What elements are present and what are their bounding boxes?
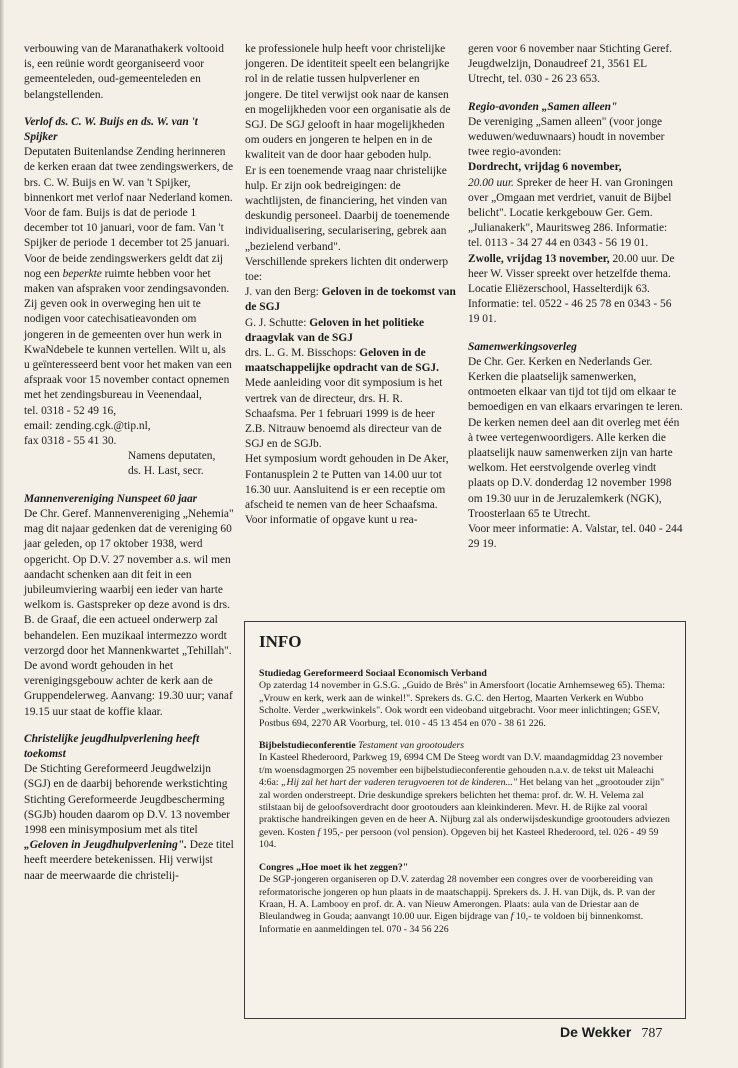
column-1 <box>24 42 234 884</box>
regio-intro: De vereniging „Samen alleen" (voor jonge weduwen/weduwnaars) houdt in november twee regio-avonden: <box>468 115 665 159</box>
verlof-tel: tel. 0318 - 52 49 16, <box>24 404 117 417</box>
magazine-name: De Wekker <box>560 1024 632 1040</box>
page-edge <box>0 0 4 1068</box>
column-2 <box>245 42 457 529</box>
verlof-body: Deputaten Buitenlandse Zending herinneren de kerken eraan dat twee zendingswerkers, de brs. C. W. Buijs en W. van 't Spijker, binnenkort met verlof naar Nederland komen. Voor de fam. Buijs is dat de periode 1 december tot 10 januari, voor de fam. Van 't Spijker de periode 1 december tot 25 januari. Voor de beide zendingswerkers geldt dat zij nog een beperkte ruimte hebben voor het maken van afspraken voor zendingsavonden. Zij geven ook in overweging hen uit te nodigen voor catechisatieavonden om jongeren in de gemeenten over hun werk in KwaNdebele te kunnen vertellen. Wilt u, als u geïnteresseerd bent voor het maken van een afspraak voor 15 november contact opnemen met het zendingsbureau in Veenendaal, <box>24 146 234 402</box>
verlof-fax: fax 0318 - 55 41 30. <box>24 435 117 448</box>
regio-zwolle: Zwolle, vrijdag 13 november, 20.00 uur. De heer W. Visser spreekt over hetzelfde thema. Locatie Eliëzerschool, Hasselterdijk 63. Informatie: tel. 0522 - 46 25 78 en 0343 - 56 19 01. <box>468 252 675 326</box>
overleg-paragraph-1: De Chr. Ger. Kerken en Nederlands Ger. Kerken die plaatselijk samenwerken, ontmoeten elkaar van tijd tot tijd om elkaar te bemoedigen en van elkaars ervaringen te leren. <box>468 355 683 414</box>
symposium-paragraph-5: Het symposium wordt gehouden in De Aker, Fontanusplein 2 te Putten van 14.00 uur tot 16.30 uur. Aansluitend is er een receptie om afscheid te nemen van de heer Schaafsma. <box>245 453 449 512</box>
info-item-1-body: Op zaterdag 14 november in G.S.G. „Guido de Brès" in Amersfoort (locatie Arnhemseweg 65). Thema: „Vrouw en kerk, werk aan de winkel!". Sprekers ds. G.C. den Hertog, Maarten Verkerk en Wubbo Scholte. Verder „werkwinkels". Ook wordt een videoband uitgebracht. Voor meer inlichtingen; GSEV, Postbus 694, 2270 AR Voorburg, tel. 010 - 45 13 454 en 070 - 38 61 226. <box>259 680 665 729</box>
overleg-paragraph-2: De kerken nemen deel aan dit overleg met één à twee vertegenwoordigers. Alle kerken die plaatselijk nauw samenwerken zijn van harte welkom. Het eerstvolgende overleg vindt plaats op D.V. donderdag 12 november 1998 om 19.30 uur in de Jeruzalemkerk (NGK), Troosterlaan 65 te Utrecht. <box>468 416 680 520</box>
verlof-email: email: zending.cgk.@tip.nl, <box>24 419 151 432</box>
nunspeet-body-2: De avond wordt gehouden in het verenigingsgebouw achter de kerk aan de Gruppendelerweg. Aanvang: 19.30 uur; vanaf 19.15 uur staat de koffie klaar. <box>24 659 233 718</box>
info-body <box>259 668 673 936</box>
verlof-signature-1: Namens deputaten, <box>128 450 216 463</box>
nunspeet-body: De Chr. Geref. Mannenvereniging „Nehemia" mag dit najaar gedenken dat de vereniging 60 jaar geleden, op 17 oktober 1938, werd opgericht. Op D.V. 27 november a.s. wil men aandacht schenken aan dit feit in een jubileumviering waarbij een ieder van harte welkom is. Gastspreker op deze avond is drs. B. de Graaf, die een actueel onderwerp zal behandelen. Een muzikaal intermezzo wordt verzorgd door het Mannenkwartet „Tehillah". <box>24 507 234 657</box>
speaker-3: drs. L. G. M. Bisschops: Geloven in de maatschappelijke opdracht van de SGJ. <box>245 347 439 375</box>
overleg-paragraph-3: Voor meer informatie: A. Valstar, tel. 040 - 244 29 19. <box>468 523 683 551</box>
symposium-paragraph-6: Voor informatie of opgave kunt u rea- <box>245 514 418 527</box>
speaker-1: J. van den Berg: Geloven in de toekomst van de SGJ <box>245 286 456 314</box>
overleg-heading: Samenwerkingsoverleg <box>468 340 577 353</box>
info-item-1-heading: Studiedag Gereformeerd Sociaal Economisch Verband <box>259 668 487 679</box>
symposium-paragraph-3: Verschillende sprekers lichten dit onderwerp toe: <box>245 255 449 284</box>
info-title: INFO <box>259 632 302 651</box>
verlof-signature-2: ds. H. Last, secr. <box>128 465 204 478</box>
speaker-2: G. J. Schutte: Geloven in het politieke draagvlak van de SGJ <box>245 316 425 344</box>
info-item-2-heading: Bijbelstudieconferentie Testament van grootouders <box>259 740 465 752</box>
continuation-paragraph: geren voor 6 november naar Stichting Geref. Jeugdwelzijn, Donaudreef 21, 3561 EL Utrecht, tel. 030 - 26 23 653. <box>468 43 673 86</box>
regio-dordrecht: Dordrecht, vrijdag 6 november, 20.00 uur. Spreker de heer H. van Groningen over „Omgaan met verdriet, vanuit de Bijbel belicht". Locatie kerkgebouw Ger. Gem. „Julianakerk", Mauritsweg 286. Informatie: tel. 0113 - 34 27 44 en 0343 - 56 19 01. <box>468 161 673 250</box>
jeugd-heading: Christelijke jeugdhulpverlening heeft toekomst <box>24 732 200 760</box>
symposium-paragraph-4: Mede aanleiding voor dit symposium is het vertrek van de directeur, drs. H. R. Schaafsma. Per 1 februari 1999 is de heer Z.B. Nitrauw benoemd als directeur van de SGJ en de SGJb. <box>245 377 443 451</box>
jeugd-body: De Stichting Gereformeerd Jeugdwelzijn (SGJ) en de daarbij behorende werkstichting Stichting Gereformeerde Jeugdbescherming (SGJb) houden daarom op D.V. 13 november 1998 een minisymposium met als titel „Geloven in Jeugdhulpverlening". Deze titel heeft meerdere betekenissen. Hij verwijst naar de meerwaarde die christelij- <box>24 763 234 882</box>
symposium-paragraph-2: Er is een toenemende vraag naar christelijke hulp. Er zijn ook bedreigingen: de wachtlijsten, de financiering, het vinden van deskundig personeel. Daarbij de toenemende individualisering, secularisering, gebrek aan „bezielend verband". <box>245 164 450 253</box>
page-number: 787 <box>641 1026 663 1041</box>
column-3 <box>468 42 683 553</box>
info-item-3-heading: Congres „Hoe moet ik het zeggen?" <box>259 861 409 873</box>
intro-paragraph: verbouwing van de Maranathakerk voltooid is, een reünie wordt georganiseerd voor gemeenteleden, oud-gemeenteleden en belangstellenden. <box>24 43 224 101</box>
page-footer <box>560 1024 662 1042</box>
info-item-3-body: De SGP-jongeren organiseren op D.V. zaterdag 28 november een congres over de voorbereiding van reformatorische jongeren op hun plaats in de maatschappij. Sprekers ds. J. H. van Dijk, ds. P. van der Kraan, H. A. Lambooy en prof. dr. A. van Nieuw Amerongen. Plaats: aula van de Driestar aan de Bleulandweg in Gouda; aanvangt 10.00 uur. Eigen bijdrage van f 10,- te voldoen bij binnenkomst. Informatie en aanmeldingen tel. 070 - 34 56 226 <box>259 874 656 935</box>
symposium-paragraph-1: ke professionele hulp heeft voor christelijke jongeren. De identiteit speelt een belangrijke rol in de relatie tussen hulpverlener en jongere. De titel verwijst ook naar de kansen en mogelijkheden voor een organisatie als de SGJ. De SGJ gelooft in haar mogelijkheden om ouders en jongeren te helpen en in de kwaliteit van de door haar geboden hulp. <box>245 43 451 162</box>
info-item-2-body: In Kasteel Rhederoord, Parkweg 19, 6994 CM De Steeg wordt van D.V. maandagmiddag 23 november t/m woensdagmorgen 25 november een bijbelstudieconferentie gehouden n.a.v. de tekst uit Maleachi 4:6a: „Hij zal het hart der vaderen terugvoeren tot de kinderen..." Het belang van het „grootouder zijn" zal worden onderstreept. Drie deskundige sprekers belichten het thema: prof. dr. W. H. Velema zal stilstaan bij de geloofsoverdracht door grootouders aan kleinkinderen. Mevr. H. de Rijke zal vooral praktische handreikingen geven en de heer A. Nijburg zal als onderwijsdeskundige grootouders adviezen geven. Kosten f 195,- per persoon (vol pension). Opgeven bij het Kasteel Rhederoord, tel. 026 - 49 59 104. <box>259 752 670 851</box>
regio-heading: Regio-avonden „Samen alleen" <box>468 100 618 113</box>
nunspeet-heading: Mannenvereniging Nunspeet 60 jaar <box>24 492 198 505</box>
verlof-heading: Verlof ds. C. W. Buijs en ds. W. van 't Spijker <box>24 115 198 144</box>
info-box <box>244 621 686 1019</box>
